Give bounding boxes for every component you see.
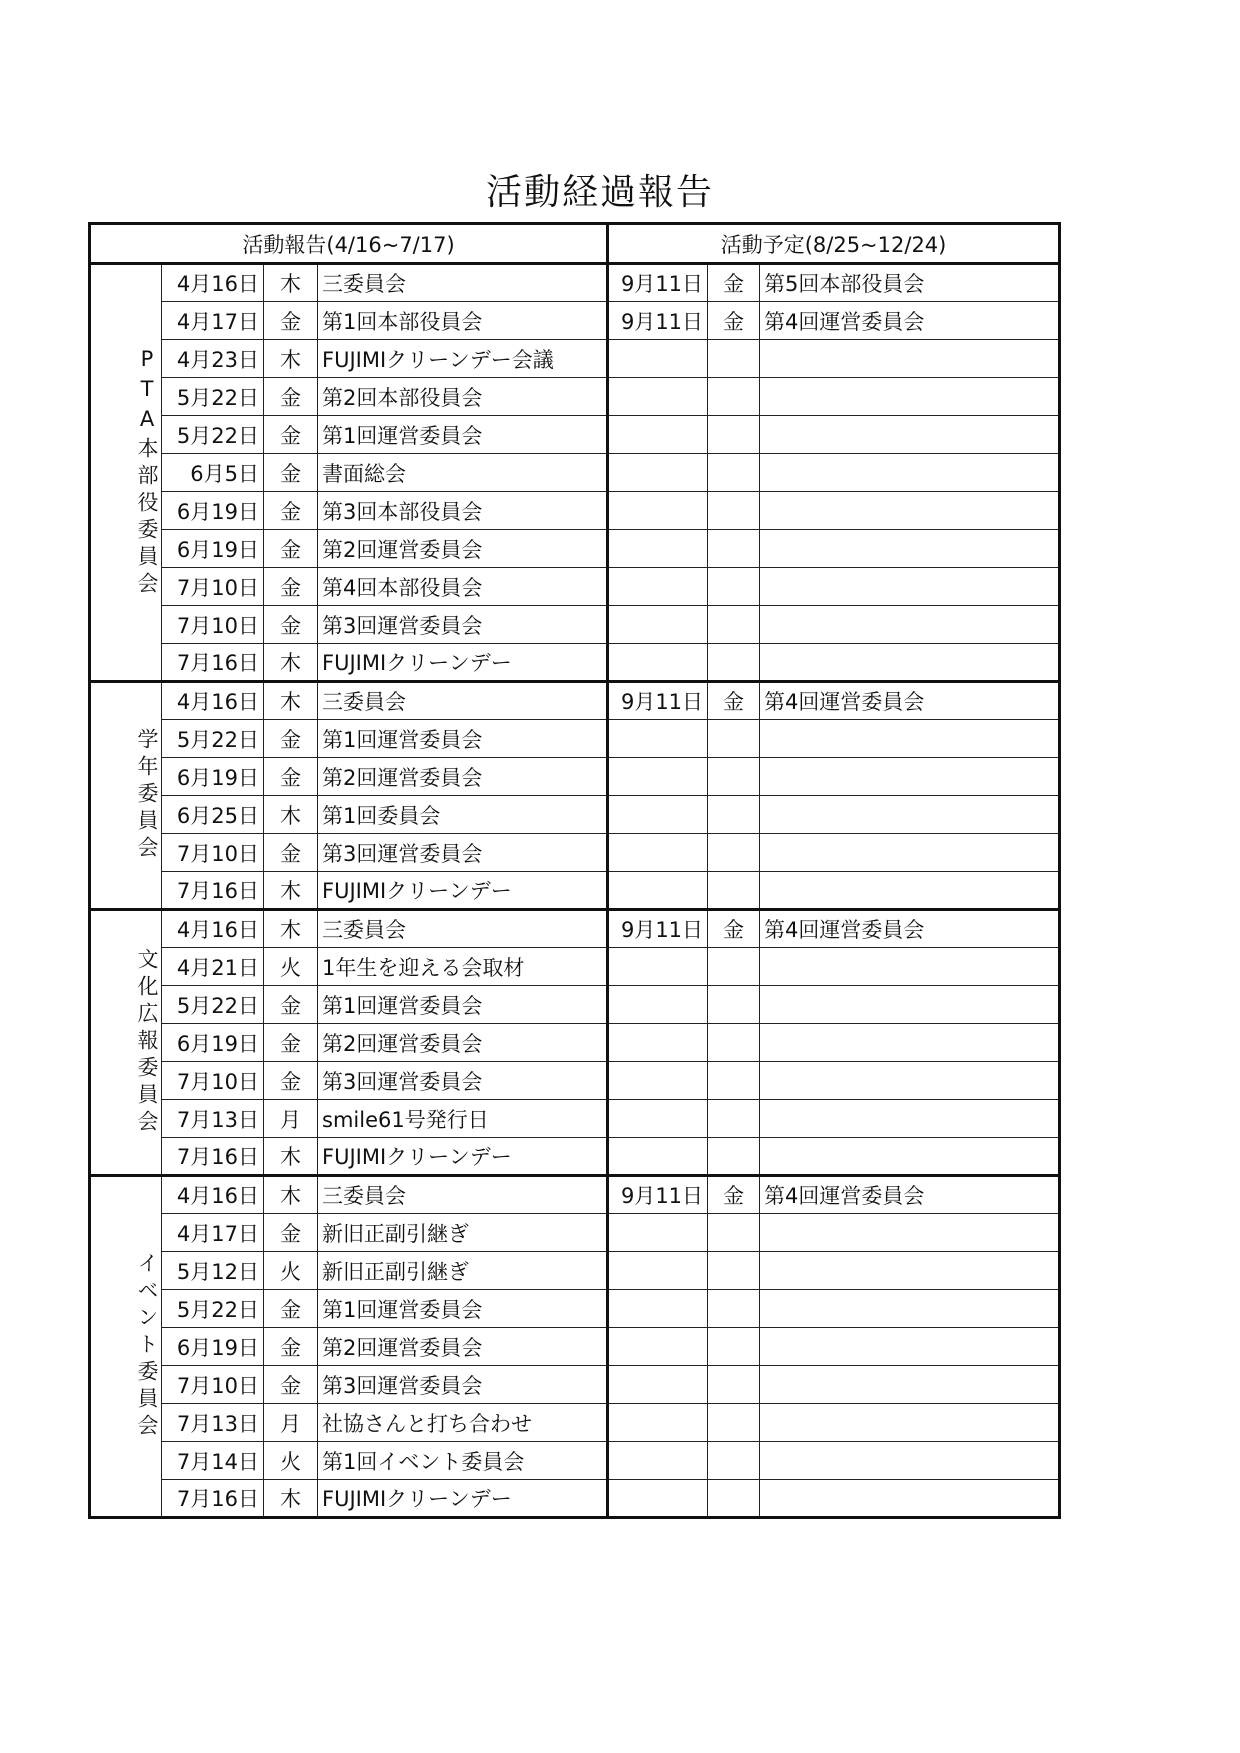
plan-event-cell bbox=[760, 492, 1060, 530]
report-day-cell: 木 bbox=[264, 264, 318, 302]
plan-day-cell bbox=[708, 1024, 760, 1062]
report-day-cell: 金 bbox=[264, 492, 318, 530]
report-event-cell: 第2回運営委員会 bbox=[318, 1328, 608, 1366]
plan-event-cell bbox=[760, 1252, 1060, 1290]
plan-event-cell bbox=[760, 1138, 1060, 1176]
page-title: 活動経過報告 bbox=[485, 172, 714, 214]
report-date-cell: 4月21日 bbox=[162, 948, 264, 986]
report-date-cell: 7月13日 bbox=[162, 1100, 264, 1138]
table-row bbox=[90, 1480, 1060, 1518]
plan-event-cell bbox=[760, 1404, 1060, 1442]
report-date-cell: 4月16日 bbox=[162, 910, 264, 948]
report-event-cell: 第4回本部役員会 bbox=[318, 568, 608, 606]
plan-event-cell bbox=[760, 1328, 1060, 1366]
plan-date-cell: 9月11日 bbox=[608, 1176, 708, 1214]
report-day-cell: 金 bbox=[264, 1366, 318, 1404]
report-day-cell: 金 bbox=[264, 986, 318, 1024]
report-event-cell: 第2回運営委員会 bbox=[318, 1024, 608, 1062]
plan-day-cell bbox=[708, 454, 760, 492]
plan-date-cell: 9月11日 bbox=[608, 264, 708, 302]
plan-day-cell bbox=[708, 1100, 760, 1138]
plan-date-cell bbox=[608, 492, 708, 530]
report-day-cell: 金 bbox=[264, 1328, 318, 1366]
report-event-cell: 第1回運営委員会 bbox=[318, 1290, 608, 1328]
plan-day-cell: 金 bbox=[708, 264, 760, 302]
report-day-cell: 金 bbox=[264, 530, 318, 568]
plan-day-cell bbox=[708, 948, 760, 986]
report-event-cell: 第1回イベント委員会 bbox=[318, 1442, 608, 1480]
table-row bbox=[90, 1024, 1060, 1062]
report-date-cell: 5月22日 bbox=[162, 986, 264, 1024]
plan-day-cell: 金 bbox=[708, 682, 760, 720]
report-day-cell: 木 bbox=[264, 1138, 318, 1176]
plan-event-cell bbox=[760, 986, 1060, 1024]
table-row bbox=[90, 416, 1060, 454]
plan-day-cell bbox=[708, 606, 760, 644]
plan-event-cell bbox=[760, 530, 1060, 568]
report-day-cell: 金 bbox=[264, 568, 318, 606]
report-date-cell: 7月13日 bbox=[162, 1404, 264, 1442]
plan-event-cell bbox=[760, 568, 1060, 606]
report-date-cell: 5月22日 bbox=[162, 1290, 264, 1328]
report-day-cell: 木 bbox=[264, 340, 318, 378]
report-date-cell: 7月16日 bbox=[162, 644, 264, 682]
table-row bbox=[90, 910, 1060, 948]
plan-event-cell: 第5回本部役員会 bbox=[760, 264, 1060, 302]
report-event-cell: 新旧正副引継ぎ bbox=[318, 1214, 608, 1252]
plan-event-cell bbox=[760, 758, 1060, 796]
report-date-cell: 7月10日 bbox=[162, 1366, 264, 1404]
report-event-cell: 三委員会 bbox=[318, 264, 608, 302]
report-date-cell: 7月10日 bbox=[162, 1062, 264, 1100]
plan-event-cell: 第4回運営委員会 bbox=[760, 682, 1060, 720]
plan-event-cell bbox=[760, 644, 1060, 682]
plan-date-cell bbox=[608, 1138, 708, 1176]
table-row bbox=[90, 834, 1060, 872]
report-date-cell: 7月16日 bbox=[162, 1138, 264, 1176]
plan-day-cell bbox=[708, 1214, 760, 1252]
plan-day-cell bbox=[708, 1062, 760, 1100]
plan-date-cell: 9月11日 bbox=[608, 682, 708, 720]
plan-event-cell bbox=[760, 796, 1060, 834]
plan-day-cell bbox=[708, 340, 760, 378]
plan-event-cell bbox=[760, 1100, 1060, 1138]
report-day-cell: 金 bbox=[264, 302, 318, 340]
plan-date-cell bbox=[608, 644, 708, 682]
plan-date-cell bbox=[608, 1442, 708, 1480]
plan-date-cell bbox=[608, 1480, 708, 1518]
plan-day-cell bbox=[708, 1480, 760, 1518]
table-row bbox=[90, 1062, 1060, 1100]
report-event-cell: 第1回委員会 bbox=[318, 796, 608, 834]
plan-event-cell: 第4回運営委員会 bbox=[760, 1176, 1060, 1214]
plan-date-cell bbox=[608, 530, 708, 568]
report-day-cell: 金 bbox=[264, 1214, 318, 1252]
plan-date-cell bbox=[608, 834, 708, 872]
report-event-cell: 第1回運営委員会 bbox=[318, 986, 608, 1024]
plan-date-cell bbox=[608, 340, 708, 378]
report-date-cell: 6月19日 bbox=[162, 492, 264, 530]
plan-event-cell bbox=[760, 454, 1060, 492]
header-row bbox=[90, 224, 1060, 264]
plan-event-cell bbox=[760, 720, 1060, 758]
report-date-cell: 6月19日 bbox=[162, 530, 264, 568]
plan-day-cell bbox=[708, 1290, 760, 1328]
report-event-cell: 第3回運営委員会 bbox=[318, 1366, 608, 1404]
table-row bbox=[90, 606, 1060, 644]
plan-date-cell bbox=[608, 1252, 708, 1290]
table-row bbox=[90, 644, 1060, 682]
report-day-cell: 木 bbox=[264, 796, 318, 834]
plan-day-cell bbox=[708, 796, 760, 834]
report-date-cell: 6月19日 bbox=[162, 1024, 264, 1062]
report-day-cell: 木 bbox=[264, 1176, 318, 1214]
report-event-cell: smile61号発行日 bbox=[318, 1100, 608, 1138]
report-event-cell: FUJIMIクリーンデー bbox=[318, 872, 608, 910]
report-day-cell: 金 bbox=[264, 416, 318, 454]
plan-date-cell bbox=[608, 416, 708, 454]
plan-day-cell: 金 bbox=[708, 302, 760, 340]
plan-day-cell bbox=[708, 416, 760, 454]
table-row bbox=[90, 1214, 1060, 1252]
report-day-cell: 金 bbox=[264, 758, 318, 796]
plan-date-cell bbox=[608, 1404, 708, 1442]
plan-day-cell bbox=[708, 530, 760, 568]
table-row bbox=[90, 378, 1060, 416]
plan-event-cell bbox=[760, 1062, 1060, 1100]
plan-date-cell bbox=[608, 796, 708, 834]
report-event-cell: FUJIMIクリーンデー bbox=[318, 1480, 608, 1518]
table-row bbox=[90, 796, 1060, 834]
plan-day-cell bbox=[708, 1328, 760, 1366]
report-day-cell: 金 bbox=[264, 606, 318, 644]
plan-date-cell bbox=[608, 1062, 708, 1100]
table-row bbox=[90, 1138, 1060, 1176]
plan-event-cell bbox=[760, 606, 1060, 644]
report-date-cell: 6月5日 bbox=[162, 454, 264, 492]
report-day-cell: 金 bbox=[264, 1062, 318, 1100]
report-event-cell: 三委員会 bbox=[318, 1176, 608, 1214]
plan-day-cell bbox=[708, 1366, 760, 1404]
committee-name: 学年委員会 bbox=[90, 682, 162, 910]
report-day-cell: 木 bbox=[264, 1480, 318, 1518]
activity-table bbox=[88, 222, 1061, 1519]
plan-day-cell bbox=[708, 986, 760, 1024]
plan-day-cell: 金 bbox=[708, 910, 760, 948]
report-day-cell: 木 bbox=[264, 910, 318, 948]
plan-header: 活動予定(8/25~12/24) bbox=[608, 224, 1060, 264]
report-date-cell: 4月16日 bbox=[162, 1176, 264, 1214]
report-day-cell: 火 bbox=[264, 1442, 318, 1480]
report-day-cell: 木 bbox=[264, 872, 318, 910]
report-date-cell: 7月10日 bbox=[162, 568, 264, 606]
report-event-cell: 第3回運営委員会 bbox=[318, 834, 608, 872]
report-day-cell: 金 bbox=[264, 1024, 318, 1062]
table-row bbox=[90, 530, 1060, 568]
report-event-cell: 第1回運営委員会 bbox=[318, 720, 608, 758]
committee-name: PTA本部役委員会 bbox=[90, 264, 162, 682]
plan-event-cell bbox=[760, 872, 1060, 910]
report-event-cell: 三委員会 bbox=[318, 910, 608, 948]
table-row bbox=[90, 986, 1060, 1024]
report-date-cell: 5月22日 bbox=[162, 378, 264, 416]
report-day-cell: 月 bbox=[264, 1100, 318, 1138]
plan-day-cell bbox=[708, 568, 760, 606]
plan-event-cell bbox=[760, 1442, 1060, 1480]
plan-date-cell bbox=[608, 758, 708, 796]
plan-day-cell bbox=[708, 720, 760, 758]
plan-date-cell bbox=[608, 1024, 708, 1062]
report-date-cell: 5月12日 bbox=[162, 1252, 264, 1290]
table-row bbox=[90, 1442, 1060, 1480]
report-day-cell: 金 bbox=[264, 1290, 318, 1328]
plan-day-cell bbox=[708, 1252, 760, 1290]
report-event-cell: 第1回本部役員会 bbox=[318, 302, 608, 340]
table-row bbox=[90, 1252, 1060, 1290]
plan-day-cell bbox=[708, 834, 760, 872]
report-date-cell: 4月17日 bbox=[162, 302, 264, 340]
plan-day-cell bbox=[708, 378, 760, 416]
report-date-cell: 7月10日 bbox=[162, 606, 264, 644]
report-day-cell: 金 bbox=[264, 454, 318, 492]
table-row bbox=[90, 264, 1060, 302]
table-row bbox=[90, 682, 1060, 720]
report-date-cell: 4月16日 bbox=[162, 682, 264, 720]
report-date-cell: 4月23日 bbox=[162, 340, 264, 378]
report-event-cell: 社協さんと打ち合わせ bbox=[318, 1404, 608, 1442]
table-row bbox=[90, 758, 1060, 796]
plan-event-cell bbox=[760, 1366, 1060, 1404]
report-date-cell: 6月25日 bbox=[162, 796, 264, 834]
report-date-cell: 5月22日 bbox=[162, 416, 264, 454]
table-body bbox=[90, 264, 1060, 1518]
plan-date-cell bbox=[608, 1214, 708, 1252]
plan-event-cell bbox=[760, 1480, 1060, 1518]
plan-date-cell bbox=[608, 1366, 708, 1404]
table-row bbox=[90, 1404, 1060, 1442]
plan-date-cell: 9月11日 bbox=[608, 910, 708, 948]
plan-date-cell bbox=[608, 948, 708, 986]
table-row bbox=[90, 1366, 1060, 1404]
report-day-cell: 金 bbox=[264, 834, 318, 872]
report-day-cell: 金 bbox=[264, 378, 318, 416]
table-row bbox=[90, 1176, 1060, 1214]
report-day-cell: 金 bbox=[264, 720, 318, 758]
report-date-cell: 4月17日 bbox=[162, 1214, 264, 1252]
plan-event-cell: 第4回運営委員会 bbox=[760, 302, 1060, 340]
report-date-cell: 6月19日 bbox=[162, 1328, 264, 1366]
report-event-cell: FUJIMIクリーンデー bbox=[318, 644, 608, 682]
report-day-cell: 木 bbox=[264, 682, 318, 720]
report-date-cell: 4月16日 bbox=[162, 264, 264, 302]
plan-event-cell bbox=[760, 1290, 1060, 1328]
plan-day-cell bbox=[708, 644, 760, 682]
table-row bbox=[90, 1328, 1060, 1366]
plan-event-cell: 第4回運営委員会 bbox=[760, 910, 1060, 948]
plan-date-cell bbox=[608, 872, 708, 910]
plan-event-cell bbox=[760, 340, 1060, 378]
plan-date-cell bbox=[608, 1100, 708, 1138]
report-date-cell: 6月19日 bbox=[162, 758, 264, 796]
report-day-cell: 月 bbox=[264, 1404, 318, 1442]
report-event-cell: 三委員会 bbox=[318, 682, 608, 720]
report-event-cell: 第2回運営委員会 bbox=[318, 530, 608, 568]
plan-day-cell: 金 bbox=[708, 1176, 760, 1214]
plan-date-cell bbox=[608, 1328, 708, 1366]
report-event-cell: 1年生を迎える会取材 bbox=[318, 948, 608, 986]
report-day-cell: 木 bbox=[264, 644, 318, 682]
committee-name: 文化広報委員会 bbox=[90, 910, 162, 1176]
table-row bbox=[90, 454, 1060, 492]
plan-date-cell bbox=[608, 986, 708, 1024]
plan-event-cell bbox=[760, 948, 1060, 986]
report-day-cell: 火 bbox=[264, 948, 318, 986]
report-event-cell: 第3回運営委員会 bbox=[318, 1062, 608, 1100]
plan-date-cell bbox=[608, 606, 708, 644]
table-row bbox=[90, 872, 1060, 910]
report-event-cell: 第3回本部役員会 bbox=[318, 492, 608, 530]
plan-event-cell bbox=[760, 1024, 1060, 1062]
table-row bbox=[90, 720, 1060, 758]
report-event-cell: 新旧正副引継ぎ bbox=[318, 1252, 608, 1290]
table-row bbox=[90, 1290, 1060, 1328]
committee-name: イベント委員会 bbox=[90, 1176, 162, 1518]
report-event-cell: FUJIMIクリーンデー会議 bbox=[318, 340, 608, 378]
report-event-cell: 書面総会 bbox=[318, 454, 608, 492]
table-row bbox=[90, 568, 1060, 606]
plan-date-cell bbox=[608, 454, 708, 492]
plan-day-cell bbox=[708, 492, 760, 530]
plan-date-cell bbox=[608, 1290, 708, 1328]
report-event-cell: 第3回運営委員会 bbox=[318, 606, 608, 644]
table-row bbox=[90, 302, 1060, 340]
table-row bbox=[90, 948, 1060, 986]
table-row bbox=[90, 492, 1060, 530]
plan-day-cell bbox=[708, 1138, 760, 1176]
report-event-cell: 第1回運営委員会 bbox=[318, 416, 608, 454]
table-row bbox=[90, 340, 1060, 378]
report-header: 活動報告(4/16~7/17) bbox=[90, 224, 608, 264]
report-date-cell: 7月16日 bbox=[162, 872, 264, 910]
plan-day-cell bbox=[708, 758, 760, 796]
plan-day-cell bbox=[708, 1404, 760, 1442]
plan-date-cell bbox=[608, 568, 708, 606]
report-date-cell: 7月16日 bbox=[162, 1480, 264, 1518]
plan-event-cell bbox=[760, 1214, 1060, 1252]
plan-day-cell bbox=[708, 872, 760, 910]
report-date-cell: 7月10日 bbox=[162, 834, 264, 872]
report-date-cell: 5月22日 bbox=[162, 720, 264, 758]
report-date-cell: 7月14日 bbox=[162, 1442, 264, 1480]
plan-date-cell: 9月11日 bbox=[608, 302, 708, 340]
report-day-cell: 火 bbox=[264, 1252, 318, 1290]
plan-event-cell bbox=[760, 378, 1060, 416]
plan-date-cell bbox=[608, 720, 708, 758]
report-event-cell: FUJIMIクリーンデー bbox=[318, 1138, 608, 1176]
plan-event-cell bbox=[760, 834, 1060, 872]
report-event-cell: 第2回本部役員会 bbox=[318, 378, 608, 416]
report-event-cell: 第2回運営委員会 bbox=[318, 758, 608, 796]
plan-event-cell bbox=[760, 416, 1060, 454]
table-row bbox=[90, 1100, 1060, 1138]
plan-day-cell bbox=[708, 1442, 760, 1480]
plan-date-cell bbox=[608, 378, 708, 416]
